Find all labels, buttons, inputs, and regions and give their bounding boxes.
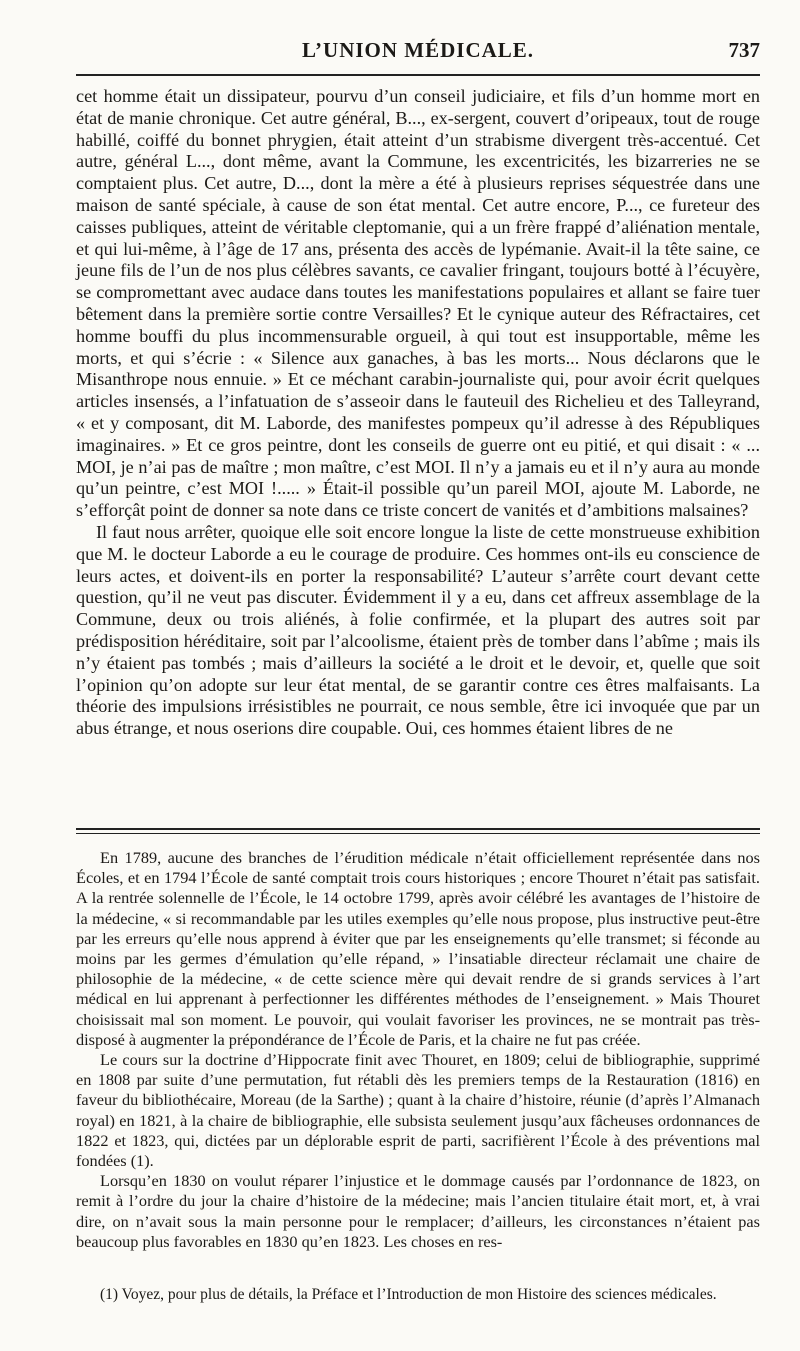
main-text xyxy=(76,86,760,740)
feuilleton-rule xyxy=(76,828,760,834)
footnote: (1) Voyez, pour plus de détails, la Préface et l’Introduction de mon Histoire des sciences médicales. xyxy=(100,1286,717,1303)
paragraph: Il faut nous arrêter, quoique elle soit encore longue la liste de cette monstrueuse exhibition que M. le docteur Laborde a eu le courage de produire. Ces hommes ont-ils eu conscience de leurs actes, et doivent-ils en porter la responsabilité? L’auteur s’arrête court devant cette question, qu’il ne veut pas discuter. Évidemment il y a eu, dans cet affreux assemblage de la Commune, deux ou trois aliénés, à folie confirmée, et la plupart des autres soit par prédisposition héréditaire, soit par l’alcoolisme, étaient près de tomber dans l’abîme ; mais ils n’y étaient pas tombés ; mais d’ailleurs la société a le droit et le devoir, et, quelle que soit l’opinion qu’on adopte sur leur état mental, de se garantir contre ces êtres malfaisants. La théorie des impulsions irrésistibles ne pourrait, ce nous semble, être ici invoquée que par un abus étrange, et nous oserions dire coupable. Oui, ces hommes étaient libres de ne xyxy=(76,521,760,739)
paragraph: cet homme était un dissipateur, pourvu d’un conseil judiciaire, et fils d’un homme mort en état de manie chronique. Cet autre général, B..., ex-sergent, couvert d’oripeaux, tout de rouge habillé, coiffé du bonnet phrygien, était atteint d’un strabisme divergent très-accentué. Cet autre, général L..., dont même, avant la Commune, les excentricités, les bizarreries ne se comptaient plus. Cet autre, D..., dont la mère a été à plusieurs reprises séquestrée dans une maison de santé spéciale, à cause de son état mental. Cet autre encore, P..., ce fureteur des caisses publiques, atteint de véritable cleptomanie, qui a un frère frappé d’aliénation mentale, et qui lui-même, à l’âge de 17 ans, présenta des accès de lypémanie. Avait-il la tête saine, ce jeune fils de l’un de nos plus célèbres savants, ce cavalier fringant, toujours botté à l’écuyère, se compromettant avec audace dans toutes les manifestations populaires et allant se faire tuer bêtement dans la première sortie contre Versailles? Et le cynique auteur des Réfractaires, cet homme bouffi du plus incommensurable orgueil, à qui tout est insupportable, même les morts, et qui s’écrie : « Silence aux ganaches, à bas les morts... Nous déclarons que le Misanthrope nous ennuie. » Et ce méchant carabin-journaliste qui, pour avoir écrit quelques articles insensés, a l’infatuation de s’asseoir dans le fauteuil des Richelieu et des Talleyrand, « et y composant, dit M. Laborde, des manifestes pompeux qu’il adresse à des Républiques imaginaires. » Et ce gros peintre, dont les conseils de guerre ont eu pitié, et qui disait : « ... MOI, je n’ai pas de maître ; mon maître, c’est MOI. Il n’y a jamais eu et il n’y aura au monde qu’un peintre, c’est MOI !..... » Était-il possible qu’un pareil MOI, ajoute M. Laborde, ne s’efforçât point de donner sa note dans ce triste concert de vanités et d’ambitions malsaines? xyxy=(76,86,760,521)
journal-title: L’UNION MÉDICALE. xyxy=(301,38,535,62)
paragraph: Le cours sur la doctrine d’Hippocrate finit avec Thouret, en 1809; celui de bibliographie, supprimé en 1808 par suite d’une permutation, fut rétabli dès les premiers temps de la Restauration (1816) en faveur du bibliothécaire, Moreau (de la Sarthe) ; quant à la chaire d’histoire, réunie (d’après l’Almanach royal) en 1821, à la chaire de bibliographie, elle subsista seulement jusqu’aux fâcheuses ordonnances de 1822 et 1823, qui, dictées par un déplorable esprit de parti, sacrifièrent l’École à des préventions mal fondées (1). xyxy=(76,1050,760,1171)
page-number: 737 xyxy=(728,38,760,62)
running-header xyxy=(76,38,760,68)
header-rule xyxy=(76,74,760,76)
feuilleton-text xyxy=(76,848,760,1252)
paragraph: Lorsqu’en 1830 on voulut réparer l’injustice et le dommage causés par l’ordonnance de 1823, on remit à l’ordre du jour la chaire d’histoire de la médecine; mais l’ancien titulaire était mort, et, à vrai dire, on n’avait sous la main personne pour le remplacer; d’ailleurs, les circonstances n’étaient pas beaucoup plus favorables en 1830 qu’en 1823. Les choses en res- xyxy=(76,1171,760,1251)
paragraph: En 1789, aucune des branches de l’érudition médicale n’était officiellement représentée dans nos Écoles, et en 1794 l’École de santé comptait trois cours historiques ; encore Thouret n’était pas satisfait. A la rentrée solennelle de l’École, le 14 octobre 1799, après avoir célébré les avantages de l’histoire de la médecine, « si recommandable par les utiles exemples qu’elle nous propose, plus instructive peut-être par les erreurs qu’elle nous apprend à éviter que par les enseignements qu’elle transmet; si féconde au moins par les germes d’émulation qu’elle répand, » l’insatiable directeur réclamait une chaire de philosophie de la médecine, « de cette science mère qui devait rendre de si grands services à l’art médical en lui apprenant à perfectionner les différentes méthodes de l’enseignement. » Mais Thouret choisissait mal son moment. Le pouvoir, qui voulait favoriser les provinces, ne se montrait pas très-disposé à augmenter la prépondérance de l’École de Paris, et la chaire ne fut pas créée. xyxy=(76,848,760,1049)
